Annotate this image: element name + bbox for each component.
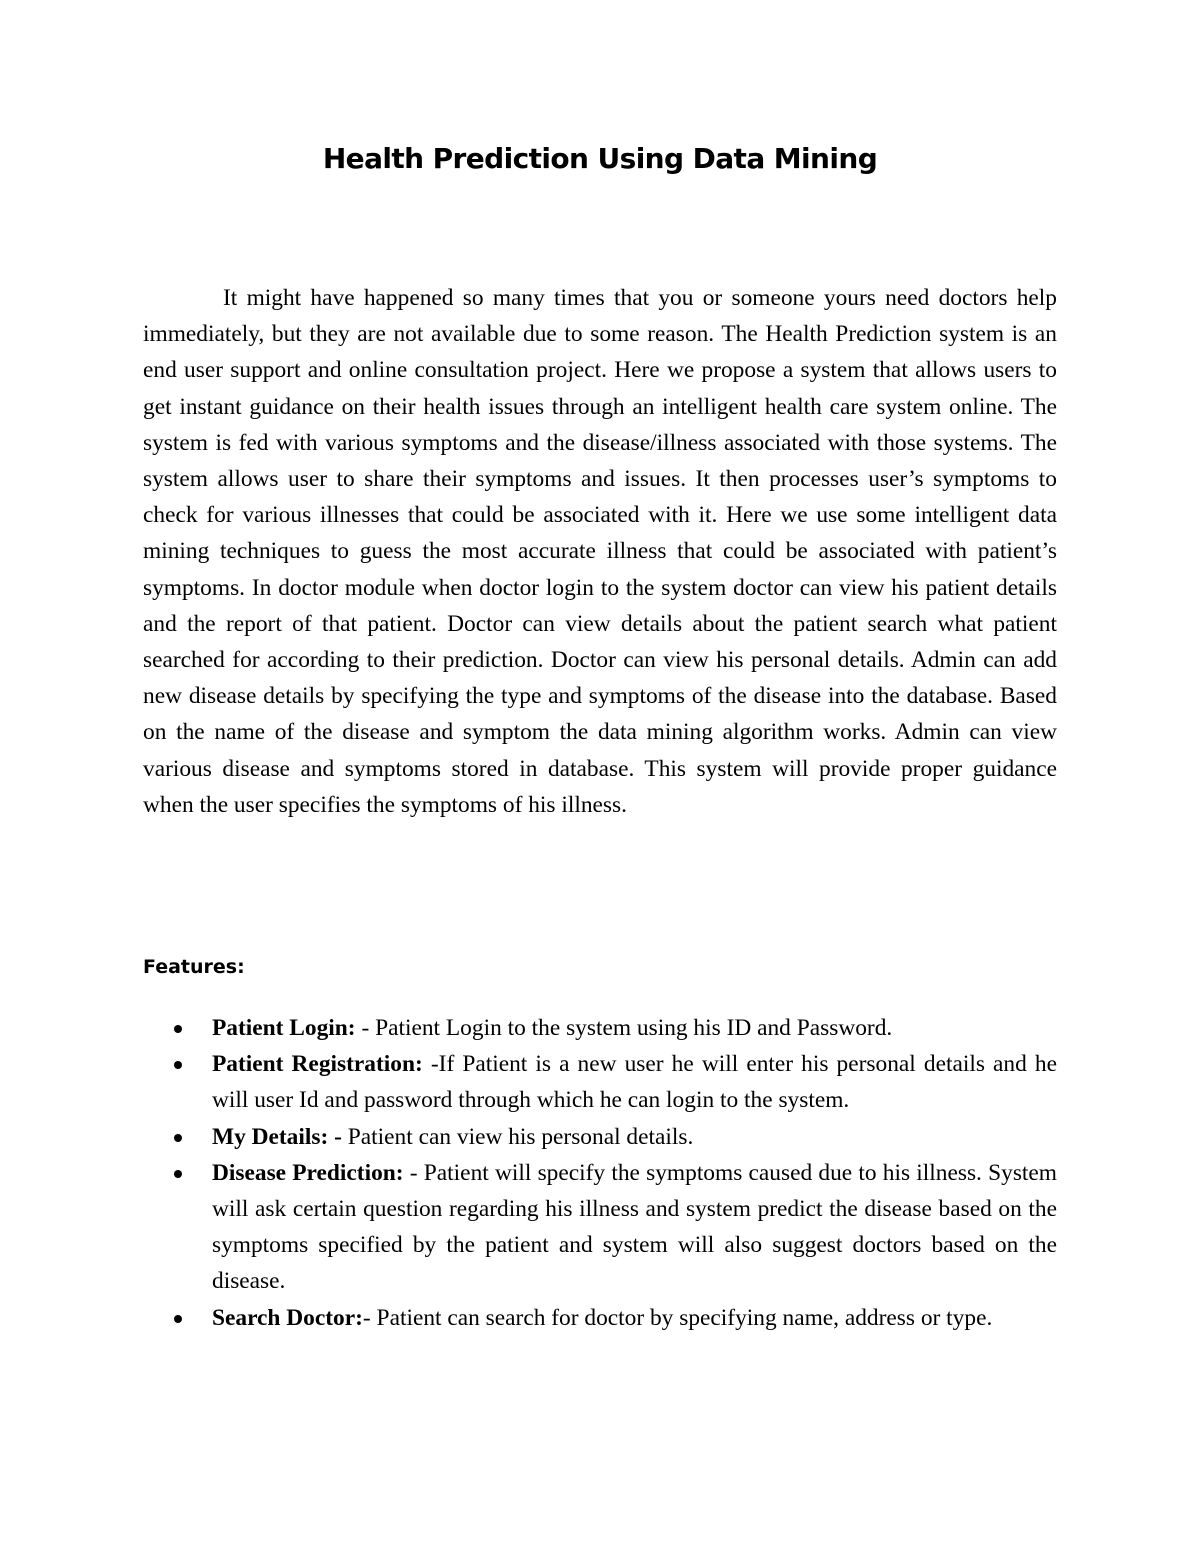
- feature-name: My Details: -: [212, 1123, 342, 1150]
- bullet-icon: [174, 1061, 182, 1069]
- feature-description: - Patient can search for doctor by specifying name, address or type.: [362, 1304, 993, 1331]
- feature-name: Search Doctor:: [212, 1304, 363, 1331]
- document-title: Health Prediction Using Data Mining: [322, 142, 878, 175]
- feature-item-search-doctor: [212, 1300, 1057, 1336]
- bullet-icon: [174, 1134, 182, 1142]
- feature-item-disease-prediction: [212, 1155, 1057, 1300]
- feature-item-patient-login: [212, 1010, 1057, 1046]
- intro-paragraph: It might have happened so many times that you or someone yours need doctors help immediately, but they are not available due to some reason. The Health Prediction system is an end user support and online consultation project. Here we propose a system that allows users to get instant guidance on their health issues through an intelligent health care system online. The system is fed with various symptoms and the disease/illness associated with those systems. The system allows user to share their symptoms and issues. It then processes user’s symptoms to check for various illnesses that could be associated with it. Here we use some intelligent data mining techniques to guess the most accurate illness that could be associated with patient’s symptoms. In doctor module when doctor login to the system doctor can view his patient details and the report of that patient. Doctor can view details about the patient search what patient searched for according to their prediction. Doctor can view his personal details. Admin can add new disease details by specifying the type and symptoms of the disease into the database. Based on the name of the disease and symptom the data mining algorithm works. Admin can view various disease and symptoms stored in database. This system will provide proper guidance when the user specifies the symptoms of his illness.: [143, 285, 1057, 818]
- feature-name: Patient Login:: [212, 1015, 356, 1041]
- bullet-icon: [174, 1025, 182, 1033]
- bullet-icon: [174, 1170, 182, 1178]
- feature-item-my-details: [212, 1119, 1057, 1155]
- feature-description: Patient can view his personal details.: [341, 1123, 694, 1150]
- feature-name: Patient Registration:: [212, 1051, 423, 1078]
- feature-description: -If Patient is a new user he will enter his personal details and he will user Id and password through which he can login to the system.: [212, 1051, 1057, 1114]
- features-heading: Features:: [143, 956, 245, 978]
- feature-name: Disease Prediction:: [212, 1159, 404, 1186]
- feature-description: - Patient will specify the symptoms caused due to his illness. System will ask certain question regarding his illness and system predict the disease based on the symptoms specified by the patient and system will also suggest doctors based on the disease.: [212, 1159, 1057, 1295]
- features-list: [212, 1010, 1057, 1336]
- bullet-icon: [174, 1315, 182, 1323]
- feature-item-patient-registration: [212, 1046, 1057, 1118]
- feature-description: - Patient Login to the system using his ID and Password.: [355, 1015, 893, 1041]
